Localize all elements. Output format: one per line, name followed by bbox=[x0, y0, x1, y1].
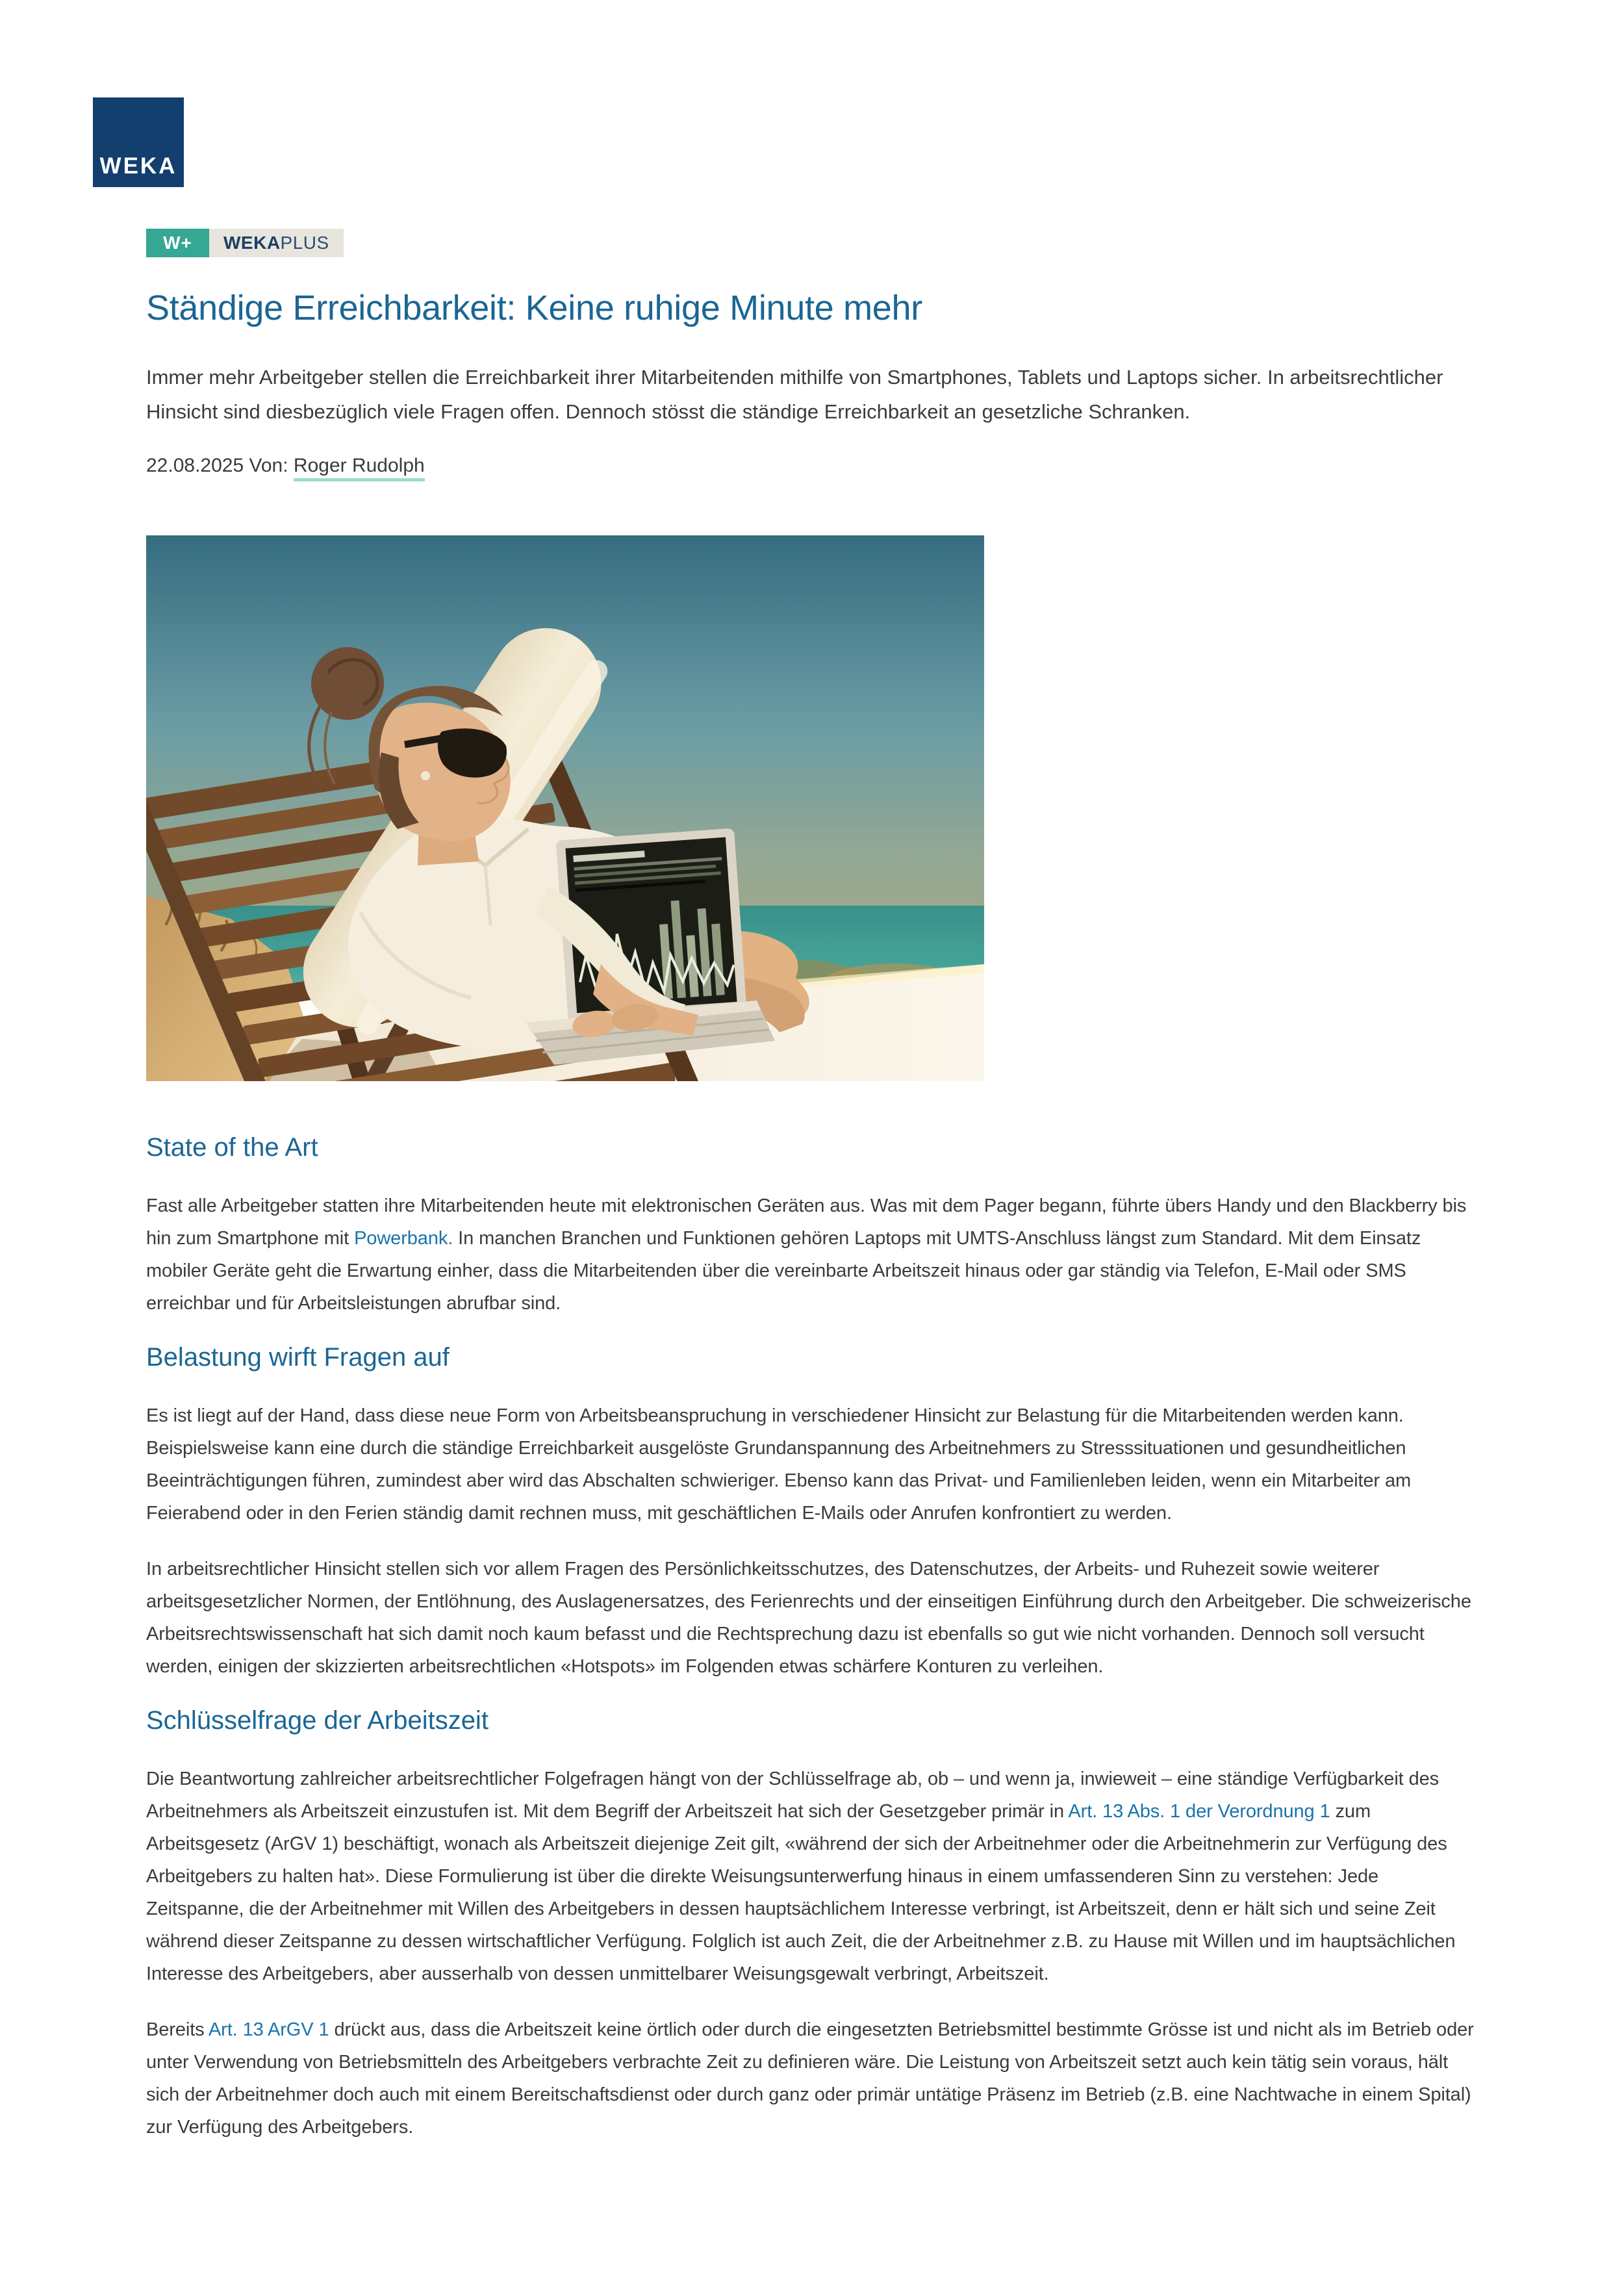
paragraph bbox=[146, 1190, 1481, 1320]
wekaplus-label-bold: WEKA bbox=[223, 233, 281, 253]
section-belastung bbox=[146, 1343, 1481, 1683]
paragraph bbox=[146, 1763, 1481, 1990]
byline bbox=[146, 455, 1481, 477]
paragraph-text: Bereits bbox=[146, 2019, 209, 2041]
wekaplus-badge bbox=[146, 229, 344, 257]
byline-label: Von: bbox=[249, 455, 288, 477]
paragraph: In arbeitsrechtlicher Hinsicht stellen sich vor allem Fragen des Persönlichkeitsschutzes, des Datenschutzes, der Arbeits- und Ruhezeit sowie weiterer arbeitsgesetzlicher Normen, der Entlöhnung, des Auslagenersatzes, des Ferienrechts und der einseitigen Einführung durch den Arbeitgeber. Die schweizerische Arbeitsrechtswissenschaft hat sich damit noch kaum befasst und die Rechtsprechung dazu ist ebenfalls so gut wie nicht vorhanden. Dennoch soll versucht werden, einigen der skizzierten arbeitsrechtlichen «Hotspots» im Folgenden etwas schärfere Konturen zu verleihen. bbox=[146, 1559, 1471, 1678]
wekaplus-label-light: PLUS bbox=[280, 233, 329, 253]
article-content bbox=[146, 288, 1481, 2167]
section-heading: Belastung wirft Fragen auf bbox=[146, 1343, 450, 1372]
weka-logo-text: WEKA bbox=[99, 153, 177, 179]
section-heading: State of the Art bbox=[146, 1133, 318, 1162]
section-heading: Schlüsselfrage der Arbeitszeit bbox=[146, 1706, 488, 1735]
article-image bbox=[146, 535, 984, 1081]
paragraph-text: In manchen Branchen und Funktionen gehören Laptops mit UMTS-Anschluss längst zum Standard. Mit dem Einsatz mobiler Geräte geht die Erwartung einher, dass die Mitarbeitenden über die vereinbarte Arbeitszeit hinaus oder gar ständig via Telefon, E-Mail oder SMS erreichbar und für Arbeitsleistungen abrufbar sind. bbox=[146, 1228, 1421, 1314]
argv-article-link[interactable]: Art. 13 ArGV 1 bbox=[208, 2019, 329, 2041]
wekaplus-label bbox=[209, 229, 344, 257]
publish-date: 22.08.2025 bbox=[146, 455, 244, 477]
paragraph-text: drückt aus, dass die Arbeitszeit keine örtlich oder durch die eingesetzten Betriebsmittel bestimmte Grösse ist und nicht als im Betrieb oder unter Verwendung von Betriebsmitteln des Arbeitgebers verbrachte Zeit zu definieren wäre. Die Leistung von Arbeitszeit setzt auch kein tätig sein voraus, hält sich der Arbeitnehmer doch auch mit einem Bereitschaftsdienst oder durch ganz oder primär untätige Präsenz im Betrieb (z.B. eine Nachtwache in einem Spital) zur Verfügung des Arbeitgebers. bbox=[146, 2019, 1474, 2138]
photo-warm-filter bbox=[146, 535, 984, 1081]
weka-logo[interactable] bbox=[93, 97, 184, 187]
argv-verordnung-link[interactable]: Art. 13 Abs. 1 der Verordnung 1 bbox=[1068, 1801, 1330, 1822]
article-lead: Immer mehr Arbeitgeber stellen die Erreichbarkeit ihrer Mitarbeitenden mithilfe von Smartphones, Tablets und Laptops sicher. In arbeitsrechtlicher Hinsicht sind diesbezüglich viele Fragen offen. Dennoch stösst die ständige Erreichbarkeit an gesetzliche Schranken. bbox=[146, 366, 1443, 423]
paragraph: Es ist liegt auf der Hand, dass diese neue Form von Arbeitsbeanspruchung in verschiedener Hinsicht zur Belastung für die Mitarbeitenden werden kann. Beispielsweise kann eine durch die ständige Erreichbarkeit ausgelöste Grundanspannung des Arbeitnehmers zu Stresssituationen und gesundheitlichen Beeinträchtigungen führen, zumindest aber wird das Abschalten schwieriger. Ebenso kann das Privat- und Familienleben leiden, wenn ein Mitarbeiter am Feierabend oder in den Ferien ständig damit rechnen muss, mit geschäftlichen E-Mails oder Anrufen konfrontiert zu werden. bbox=[146, 1405, 1412, 1524]
paragraph-text: Die Beantwortung zahlreicher arbeitsrechtlicher Folgefragen hängt von der Schlüsselfrage ab, ob – und wenn ja, inwieweit – eine ständige Verfügbarkeit des Arbeitnehmers als Arbeitszeit einzustufen ist. Mit dem Begriff der Arbeitszeit hat sich der Gesetzgeber primär in bbox=[146, 1769, 1440, 1822]
weka-plus-icon: W+ bbox=[146, 229, 209, 257]
section-schluesselfrage bbox=[146, 1706, 1481, 2143]
powerbank-link[interactable]: Powerbank. bbox=[354, 1228, 453, 1249]
section-state-of-the-art bbox=[146, 1133, 1481, 1320]
author-link[interactable]: Roger Rudolph bbox=[294, 455, 425, 481]
page-title: Ständige Erreichbarkeit: Keine ruhige Minute mehr bbox=[146, 288, 922, 327]
paragraph-text: zum Arbeitsgesetz (ArGV 1) beschäftigt, wonach als Arbeitszeit diejenige Zeit gilt, «während der sich der Arbeitnehmer oder die Arbeitnehmerin zur Verfügung des Arbeitgebers zu halten hat». Diese Formulierung ist über die direkte Weisungsunterwerfung hinaus in einem umfassenderen Sinn zu verstehen: Jede Zeitspanne, die der Arbeitnehmer mit Willen des Arbeitgebers in dessen hauptsächlichem Interesse verbringt, ist Arbeitszeit, denn er hält sich und seine Zeit während dieser Zeitspanne zu dessen wirtschaftlicher Verfügung. Folglich ist auch Zeit, die der Arbeitnehmer z.B. zu Hause mit Willen und im hauptsächlichen Interesse des Arbeitgebers, aber ausserhalb von dessen unmittelbarer Weisungsgewalt verbringt, Arbeitszeit. bbox=[146, 1801, 1456, 1985]
paragraph bbox=[146, 2013, 1481, 2143]
paragraph-text: Fast alle Arbeitgeber statten ihre Mitarbeitenden heute mit elektronischen Geräten aus. Was mit dem Pager begann, führte übers Handy und den Blackberry bis hin zum Smartphone mit bbox=[146, 1195, 1467, 1249]
